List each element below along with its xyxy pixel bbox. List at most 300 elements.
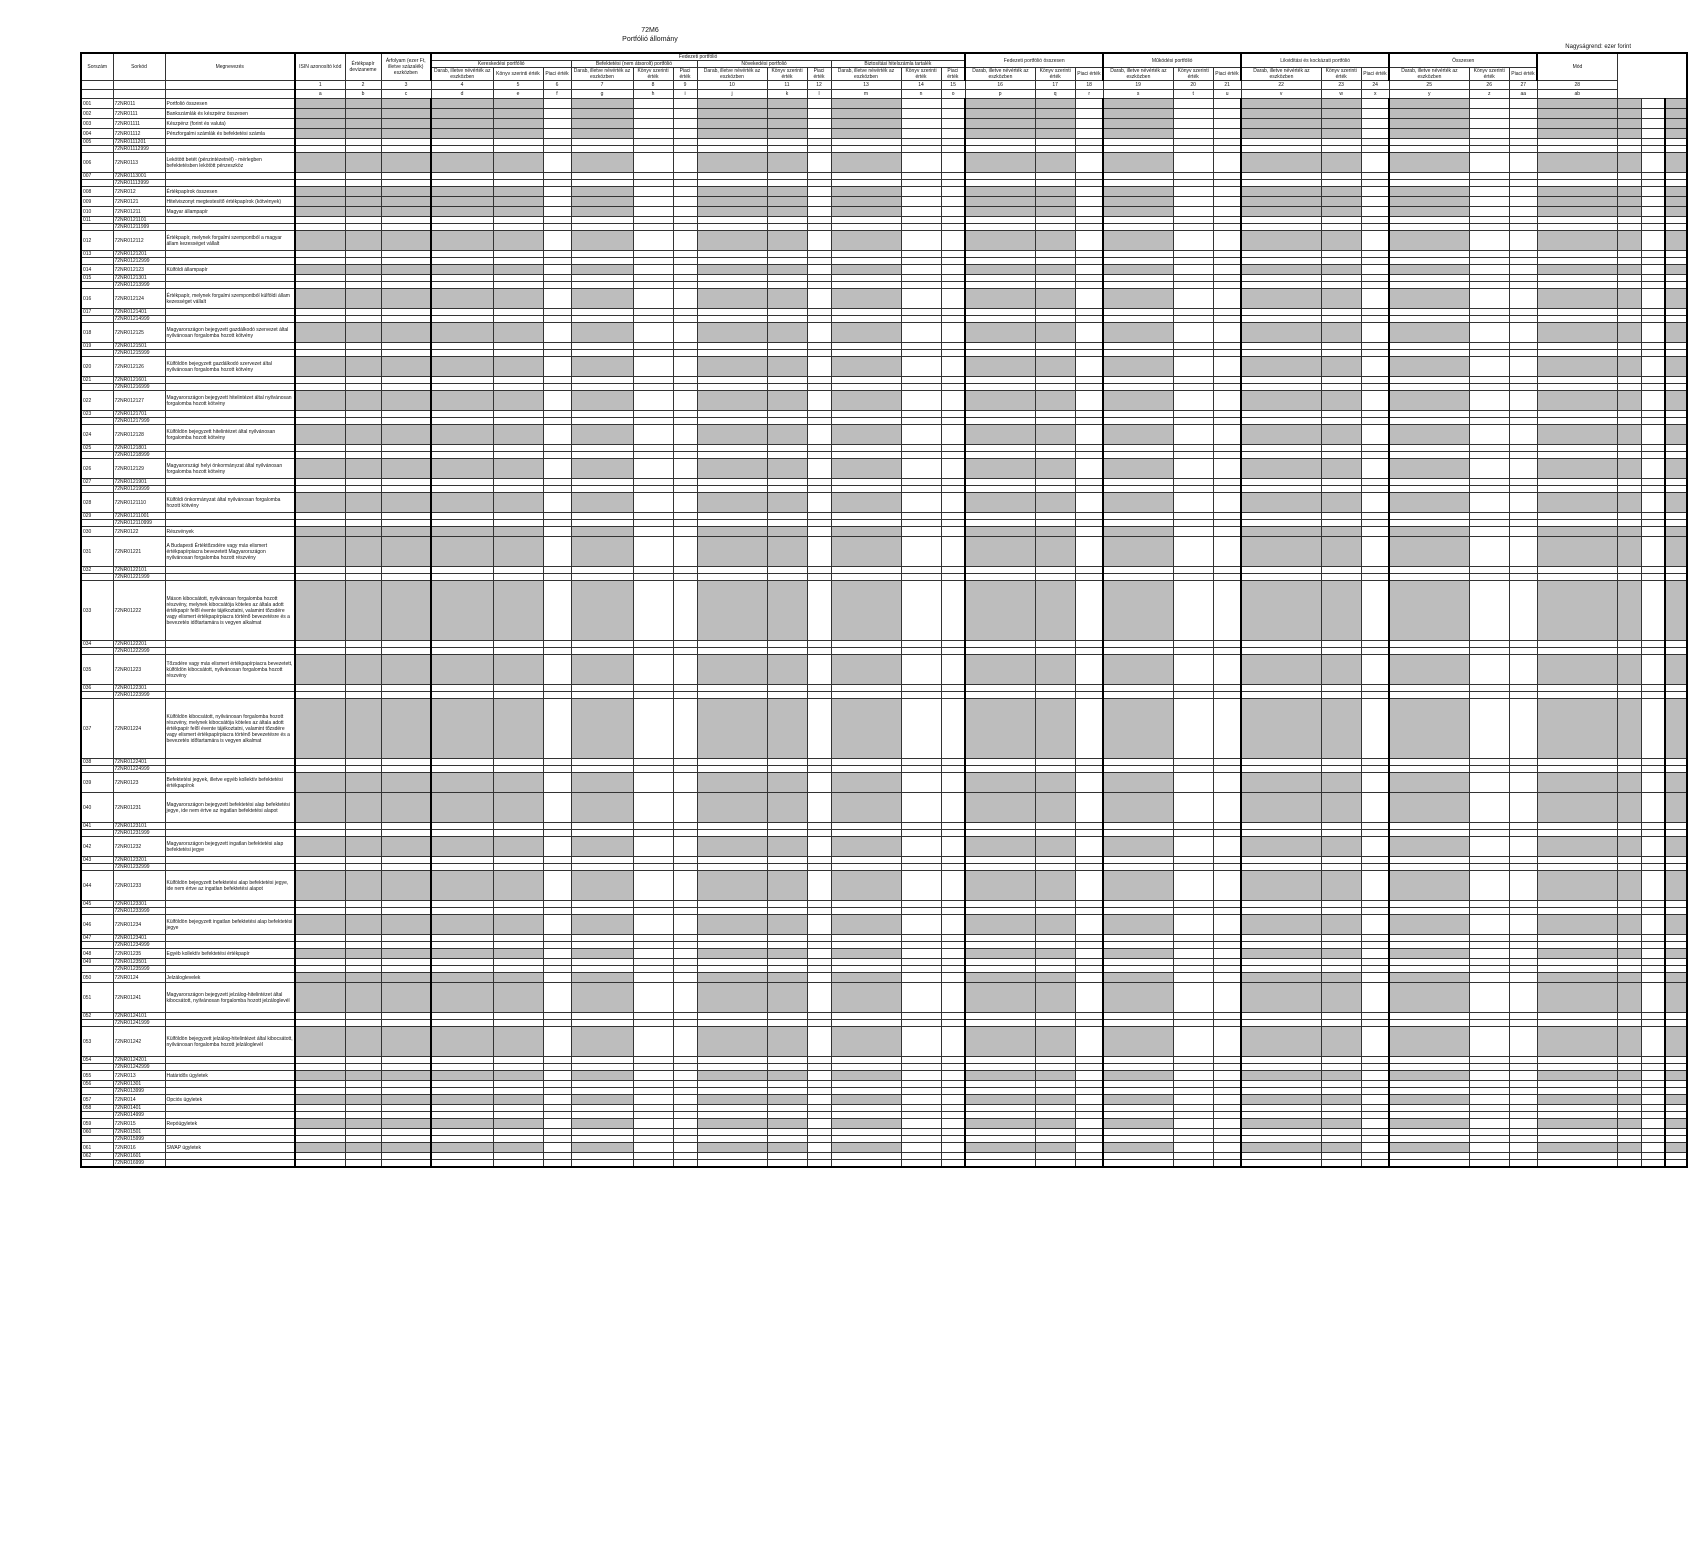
data-cell xyxy=(1641,251,1665,258)
data-cell xyxy=(633,224,673,231)
data-cell xyxy=(431,445,493,452)
data-cell xyxy=(493,418,543,425)
data-cell xyxy=(1361,187,1389,197)
data-cell xyxy=(571,231,633,251)
data-cell xyxy=(1469,949,1509,959)
data-cell xyxy=(767,1071,807,1081)
row-code: 72NR01232 xyxy=(113,837,165,857)
data-cell xyxy=(673,973,697,983)
data-cell xyxy=(1103,527,1173,537)
row-number: 040 xyxy=(81,793,113,823)
data-cell xyxy=(431,1095,493,1105)
data-cell xyxy=(965,1081,1035,1088)
data-cell xyxy=(941,153,965,173)
header-isin: ISIN azonosító kód xyxy=(295,53,345,81)
data-cell xyxy=(767,1160,807,1168)
data-cell xyxy=(901,1119,941,1129)
data-cell xyxy=(571,459,633,479)
data-cell xyxy=(1213,99,1241,109)
data-cell xyxy=(965,793,1035,823)
data-cell xyxy=(633,1136,673,1143)
data-cell xyxy=(901,1057,941,1064)
data-cell xyxy=(543,377,571,384)
data-cell xyxy=(673,459,697,479)
data-cell xyxy=(767,574,807,581)
data-cell xyxy=(1173,343,1213,350)
data-cell xyxy=(381,766,431,773)
data-cell xyxy=(1641,479,1665,486)
data-cell xyxy=(1469,1105,1509,1112)
data-cell xyxy=(807,793,831,823)
data-cell xyxy=(1103,1095,1173,1105)
data-cell xyxy=(697,493,767,513)
data-cell xyxy=(381,857,431,864)
data-cell xyxy=(1469,908,1509,915)
data-cell xyxy=(1537,275,1617,282)
data-cell xyxy=(1213,973,1241,983)
data-cell xyxy=(543,265,571,275)
data-cell xyxy=(1103,692,1173,699)
data-cell xyxy=(1361,459,1389,479)
table-row xyxy=(81,983,1687,1013)
data-cell xyxy=(1389,119,1469,129)
data-cell xyxy=(571,574,633,581)
data-cell xyxy=(345,574,381,581)
data-cell xyxy=(1469,915,1509,935)
data-cell xyxy=(697,282,767,289)
row-description xyxy=(165,574,295,581)
data-cell xyxy=(831,377,901,384)
data-cell xyxy=(345,567,381,574)
row-code: 72NR01219999 xyxy=(113,486,165,493)
data-cell xyxy=(1509,493,1537,513)
data-cell xyxy=(1537,901,1617,908)
data-cell xyxy=(901,323,941,343)
row-number: 032 xyxy=(81,567,113,574)
data-cell xyxy=(1617,146,1641,153)
table-row xyxy=(81,411,1687,418)
data-cell xyxy=(697,1020,767,1027)
data-cell xyxy=(1617,1013,1641,1020)
data-cell xyxy=(1641,830,1665,837)
row-description xyxy=(165,692,295,699)
data-cell xyxy=(493,1112,543,1119)
data-cell xyxy=(901,908,941,915)
data-cell xyxy=(345,187,381,197)
header-mod: Mód xyxy=(1537,53,1617,81)
data-cell xyxy=(1173,1020,1213,1027)
row-description: Külföldi állampapír xyxy=(165,265,295,275)
data-cell xyxy=(1469,479,1509,486)
data-cell xyxy=(1361,289,1389,309)
data-cell xyxy=(1509,915,1537,935)
data-cell xyxy=(295,949,345,959)
data-cell xyxy=(1665,830,1687,837)
row-number: 035 xyxy=(81,655,113,685)
data-cell xyxy=(807,1027,831,1057)
data-cell xyxy=(1241,350,1321,357)
data-cell xyxy=(543,908,571,915)
data-cell xyxy=(1241,766,1321,773)
data-cell xyxy=(831,901,901,908)
data-cell xyxy=(1361,377,1389,384)
data-cell xyxy=(543,384,571,391)
row-code: 72NR012123 xyxy=(113,265,165,275)
data-cell xyxy=(431,129,493,139)
data-cell xyxy=(1537,119,1617,129)
data-cell xyxy=(941,685,965,692)
row-code: 72NR01213999 xyxy=(113,282,165,289)
data-cell xyxy=(1361,520,1389,527)
data-cell xyxy=(493,1064,543,1071)
data-cell xyxy=(807,641,831,648)
data-cell xyxy=(1213,1027,1241,1057)
data-cell xyxy=(831,1153,901,1160)
row-description xyxy=(165,146,295,153)
header-deviza: Értékpapír devizaneme xyxy=(345,53,381,81)
data-cell xyxy=(1389,146,1469,153)
row-description: Értékpapír, melynek forgalmi szempontból külföldi állam kezességet vállalt xyxy=(165,289,295,309)
data-cell xyxy=(1361,871,1389,901)
data-cell xyxy=(1241,180,1321,187)
data-cell xyxy=(941,527,965,537)
data-cell xyxy=(807,224,831,231)
data-cell xyxy=(633,275,673,282)
row-description xyxy=(165,959,295,966)
data-cell xyxy=(543,942,571,949)
data-cell xyxy=(571,357,633,377)
data-cell xyxy=(1241,1119,1321,1129)
data-cell xyxy=(295,537,345,567)
data-cell xyxy=(831,109,901,119)
data-cell xyxy=(633,129,673,139)
data-cell xyxy=(633,282,673,289)
data-cell xyxy=(1617,1112,1641,1119)
data-cell xyxy=(1617,282,1641,289)
data-cell xyxy=(1103,793,1173,823)
data-cell xyxy=(1665,224,1687,231)
data-cell xyxy=(831,486,901,493)
data-cell xyxy=(1509,567,1537,574)
data-cell xyxy=(697,793,767,823)
data-cell xyxy=(1075,871,1103,901)
data-cell xyxy=(1537,1064,1617,1071)
data-cell xyxy=(543,425,571,445)
data-cell xyxy=(807,289,831,309)
column-number: 22 xyxy=(1241,81,1321,90)
data-cell xyxy=(493,527,543,537)
row-number xyxy=(81,942,113,949)
header-nevertek-5: Darab, illetve névérték az eszközben xyxy=(965,68,1035,81)
data-cell xyxy=(1389,1112,1469,1119)
data-cell xyxy=(1469,966,1509,973)
data-cell xyxy=(831,231,901,251)
data-cell xyxy=(1321,567,1361,574)
data-cell xyxy=(543,537,571,567)
data-cell xyxy=(831,908,901,915)
data-cell xyxy=(1321,377,1361,384)
data-cell xyxy=(1509,1112,1537,1119)
data-cell xyxy=(1641,1027,1665,1057)
data-cell xyxy=(1035,173,1075,180)
row-description xyxy=(165,908,295,915)
data-cell xyxy=(1173,959,1213,966)
data-cell xyxy=(1469,1095,1509,1105)
data-cell xyxy=(697,864,767,871)
data-cell xyxy=(1665,452,1687,459)
data-cell xyxy=(571,323,633,343)
data-cell xyxy=(1469,1119,1509,1129)
data-cell xyxy=(1241,1057,1321,1064)
data-cell xyxy=(295,837,345,857)
data-cell xyxy=(1361,935,1389,942)
data-cell xyxy=(941,180,965,187)
data-cell xyxy=(965,641,1035,648)
data-cell xyxy=(381,793,431,823)
data-cell xyxy=(807,983,831,1013)
data-cell xyxy=(381,1027,431,1057)
data-cell xyxy=(1617,316,1641,323)
data-cell xyxy=(1173,391,1213,411)
data-cell xyxy=(1173,282,1213,289)
data-cell xyxy=(1361,527,1389,537)
data-cell xyxy=(767,983,807,1013)
row-number: 058 xyxy=(81,1105,113,1112)
data-cell xyxy=(493,830,543,837)
data-cell xyxy=(1509,109,1537,119)
data-cell xyxy=(493,973,543,983)
data-cell xyxy=(941,187,965,197)
data-cell xyxy=(1321,983,1361,1013)
data-cell xyxy=(1075,793,1103,823)
data-cell xyxy=(697,692,767,699)
data-cell xyxy=(1241,935,1321,942)
data-cell xyxy=(633,109,673,119)
data-cell xyxy=(1509,207,1537,217)
column-number: 1 xyxy=(295,81,345,90)
data-cell xyxy=(1213,343,1241,350)
data-cell xyxy=(543,1136,571,1143)
data-cell xyxy=(295,187,345,197)
data-cell xyxy=(1641,1119,1665,1129)
row-code: 72NR015 xyxy=(113,1119,165,1129)
data-cell xyxy=(381,685,431,692)
data-cell xyxy=(941,857,965,864)
data-cell xyxy=(493,1160,543,1168)
data-cell xyxy=(381,935,431,942)
data-cell xyxy=(431,289,493,309)
data-cell xyxy=(807,180,831,187)
data-cell xyxy=(965,391,1035,411)
data-cell xyxy=(1537,527,1617,537)
data-cell xyxy=(1321,513,1361,520)
data-cell xyxy=(295,207,345,217)
data-cell xyxy=(1361,942,1389,949)
data-cell xyxy=(1509,1071,1537,1081)
data-cell xyxy=(493,289,543,309)
data-cell xyxy=(571,391,633,411)
data-cell xyxy=(697,153,767,173)
data-cell xyxy=(295,871,345,901)
data-cell xyxy=(1035,567,1075,574)
data-cell xyxy=(1035,949,1075,959)
data-cell xyxy=(1075,1071,1103,1081)
data-cell xyxy=(381,99,431,109)
data-cell xyxy=(1509,1129,1537,1136)
data-cell xyxy=(1469,282,1509,289)
column-number: 6 xyxy=(543,81,571,90)
data-cell xyxy=(431,1071,493,1081)
data-cell xyxy=(571,173,633,180)
data-cell xyxy=(381,692,431,699)
data-cell xyxy=(1641,1143,1665,1153)
data-cell xyxy=(673,864,697,871)
data-cell xyxy=(571,793,633,823)
data-cell xyxy=(673,830,697,837)
data-cell xyxy=(1321,857,1361,864)
data-cell xyxy=(345,915,381,935)
column-number: 19 xyxy=(1103,81,1173,90)
data-cell xyxy=(1035,275,1075,282)
data-cell xyxy=(1213,350,1241,357)
data-cell xyxy=(571,99,633,109)
data-cell xyxy=(1321,942,1361,949)
data-cell xyxy=(431,1153,493,1160)
table-row xyxy=(81,231,1687,251)
data-cell xyxy=(807,699,831,759)
data-cell xyxy=(1035,773,1075,793)
row-number xyxy=(81,1088,113,1095)
data-cell xyxy=(697,1153,767,1160)
data-cell xyxy=(1641,316,1665,323)
row-number xyxy=(81,1020,113,1027)
data-cell xyxy=(1389,830,1469,837)
data-cell xyxy=(1389,486,1469,493)
data-cell xyxy=(673,641,697,648)
data-cell xyxy=(493,425,543,445)
data-cell xyxy=(1641,537,1665,567)
data-cell xyxy=(1241,119,1321,129)
data-cell xyxy=(1389,1088,1469,1095)
row-description: Külföldön bejegyzett befektetési alap befektetési jegye, ide nem értve az ingatlan befektetési alapot xyxy=(165,871,295,901)
data-cell xyxy=(697,119,767,129)
data-cell xyxy=(1173,973,1213,983)
data-cell xyxy=(673,513,697,520)
data-cell xyxy=(1537,793,1617,823)
data-cell xyxy=(571,258,633,265)
data-cell xyxy=(965,418,1035,425)
data-cell xyxy=(1103,316,1173,323)
data-cell xyxy=(1617,973,1641,983)
data-cell xyxy=(1509,857,1537,864)
data-cell xyxy=(1321,129,1361,139)
data-cell xyxy=(1665,258,1687,265)
data-cell xyxy=(1075,949,1103,959)
data-cell xyxy=(345,1136,381,1143)
row-code: 72NR0123401 xyxy=(113,935,165,942)
row-number: 036 xyxy=(81,685,113,692)
data-cell xyxy=(767,350,807,357)
data-cell xyxy=(1173,520,1213,527)
data-cell xyxy=(1241,830,1321,837)
row-number: 034 xyxy=(81,641,113,648)
data-cell xyxy=(1035,207,1075,217)
data-cell xyxy=(1509,309,1537,316)
row-code: 72NR01223 xyxy=(113,655,165,685)
data-cell xyxy=(1389,901,1469,908)
data-cell xyxy=(1241,648,1321,655)
data-cell xyxy=(673,139,697,146)
row-code: 72NR012110999 xyxy=(113,520,165,527)
column-number: 2 xyxy=(345,81,381,90)
row-code: 72NR01217999 xyxy=(113,418,165,425)
data-cell xyxy=(901,1136,941,1143)
data-cell xyxy=(831,323,901,343)
data-cell xyxy=(1665,1088,1687,1095)
data-cell xyxy=(901,289,941,309)
data-cell xyxy=(965,217,1035,224)
data-cell xyxy=(633,581,673,641)
data-cell xyxy=(673,197,697,207)
data-cell xyxy=(571,109,633,119)
data-cell xyxy=(767,1088,807,1095)
data-cell xyxy=(1389,316,1469,323)
row-number: 018 xyxy=(81,323,113,343)
data-cell xyxy=(697,146,767,153)
data-cell xyxy=(767,197,807,207)
data-cell xyxy=(1617,173,1641,180)
column-letter: r xyxy=(1075,90,1103,99)
data-cell xyxy=(1469,692,1509,699)
row-number: 046 xyxy=(81,915,113,935)
data-cell xyxy=(1075,574,1103,581)
data-cell xyxy=(1389,391,1469,411)
data-cell xyxy=(543,959,571,966)
data-cell xyxy=(295,857,345,864)
data-cell xyxy=(1617,915,1641,935)
row-code: 72NR0121101 xyxy=(113,217,165,224)
row-description: SWAP ügyletek xyxy=(165,1143,295,1153)
data-cell xyxy=(1665,493,1687,513)
data-cell xyxy=(1665,1081,1687,1088)
data-cell xyxy=(965,949,1035,959)
data-cell xyxy=(831,418,901,425)
data-cell xyxy=(1665,537,1687,567)
row-description xyxy=(165,966,295,973)
data-cell xyxy=(633,445,673,452)
data-cell xyxy=(1173,837,1213,857)
data-cell xyxy=(901,1081,941,1088)
data-cell xyxy=(1241,871,1321,901)
data-cell xyxy=(673,275,697,282)
row-number: 010 xyxy=(81,207,113,217)
row-code: 72NR0121401 xyxy=(113,309,165,316)
data-cell xyxy=(571,119,633,129)
data-cell xyxy=(1537,197,1617,207)
data-cell xyxy=(1103,1081,1173,1088)
data-cell xyxy=(493,908,543,915)
data-cell xyxy=(1469,520,1509,527)
data-cell xyxy=(295,153,345,173)
data-cell xyxy=(965,350,1035,357)
data-cell xyxy=(1665,759,1687,766)
row-description: Magyarországon bejegyzett jelzálog-hitelintézet által kibocsátott, nyilvánosan forgalomba hozott jelzáloglevél xyxy=(165,983,295,1013)
data-cell xyxy=(1103,377,1173,384)
data-cell xyxy=(1641,384,1665,391)
data-cell xyxy=(1641,425,1665,445)
data-cell xyxy=(1321,459,1361,479)
data-cell xyxy=(633,493,673,513)
